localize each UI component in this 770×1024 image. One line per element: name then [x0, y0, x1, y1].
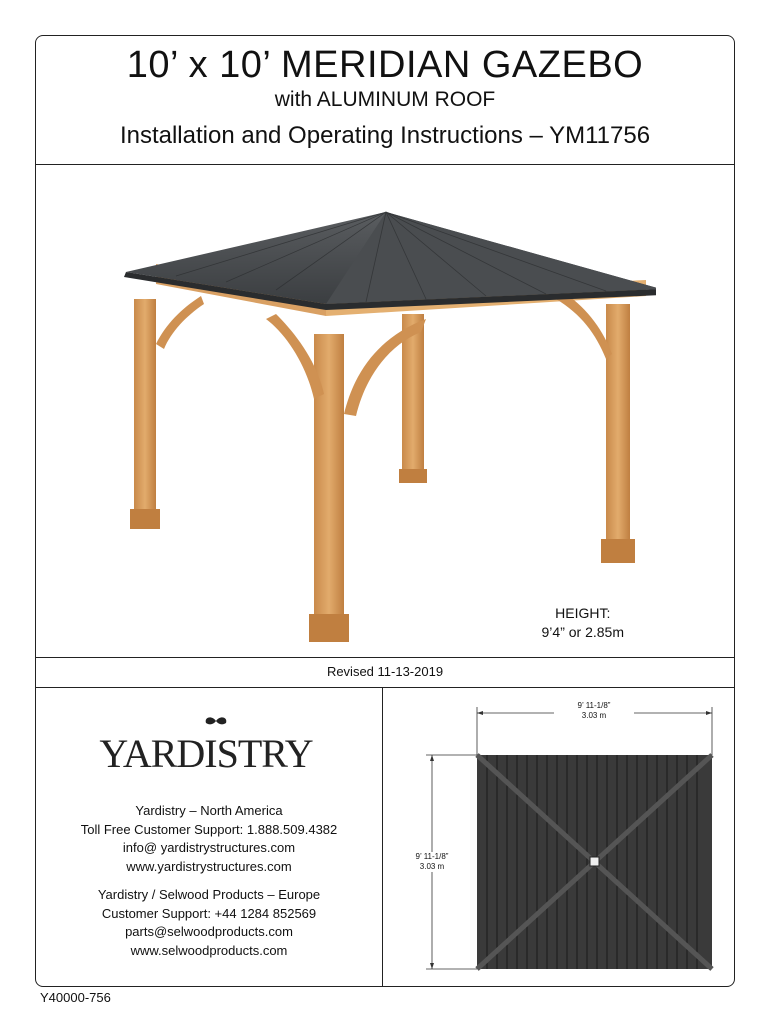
height-callout	[542, 604, 624, 642]
height-value: 9’4” or 2.85m	[541, 624, 624, 640]
na-website[interactable]: www.yardistrystructures.com	[126, 858, 292, 874]
depth-imperial: 9’ 11-1/8”	[415, 852, 449, 861]
na-email[interactable]: info@ yardistrystructures.com	[122, 840, 296, 855]
roof-plan-section	[382, 687, 735, 987]
document-frame	[35, 35, 735, 987]
gazebo-illustration-section	[36, 164, 734, 658]
contact-section	[36, 687, 383, 987]
width-dimension	[554, 701, 634, 721]
document-code: Y40000-756	[40, 990, 111, 1005]
width-metric: 3.03 m	[581, 711, 607, 720]
eu-website[interactable]: www.selwoodproducts.com	[130, 942, 288, 958]
depth-dimension	[404, 852, 460, 872]
height-label: HEIGHT:	[555, 605, 611, 621]
document-subtitle: with ALUMINUM ROOF	[274, 88, 496, 111]
eu-phone: Customer Support: +44 1284 852569	[101, 905, 317, 921]
na-company: Yardistry – North America	[135, 803, 283, 818]
revision-date: Revised 11-13-2019	[36, 657, 734, 688]
depth-metric: 3.03 m	[419, 862, 445, 871]
gazebo-illustration	[116, 184, 656, 644]
title-section	[36, 36, 734, 165]
eu-email[interactable]: parts@selwoodproducts.com	[125, 924, 293, 939]
contact-details	[36, 802, 382, 960]
eu-company: Yardistry / Selwood Products – Europe	[97, 887, 321, 902]
document-title: 10’ x 10’ MERIDIAN GAZEBO	[126, 44, 644, 86]
width-imperial: 9’ 11-1/8”	[577, 701, 611, 710]
svg-text:YARDISTRY: YARDISTRY	[99, 731, 313, 775]
roof-plan-diagram	[382, 687, 735, 987]
na-phone: Toll Free Customer Support: 1.888.509.4382	[80, 821, 338, 837]
yardistry-logo	[76, 715, 336, 775]
instructions-title: Installation and Operating Instructions – YM11756	[119, 122, 651, 149]
